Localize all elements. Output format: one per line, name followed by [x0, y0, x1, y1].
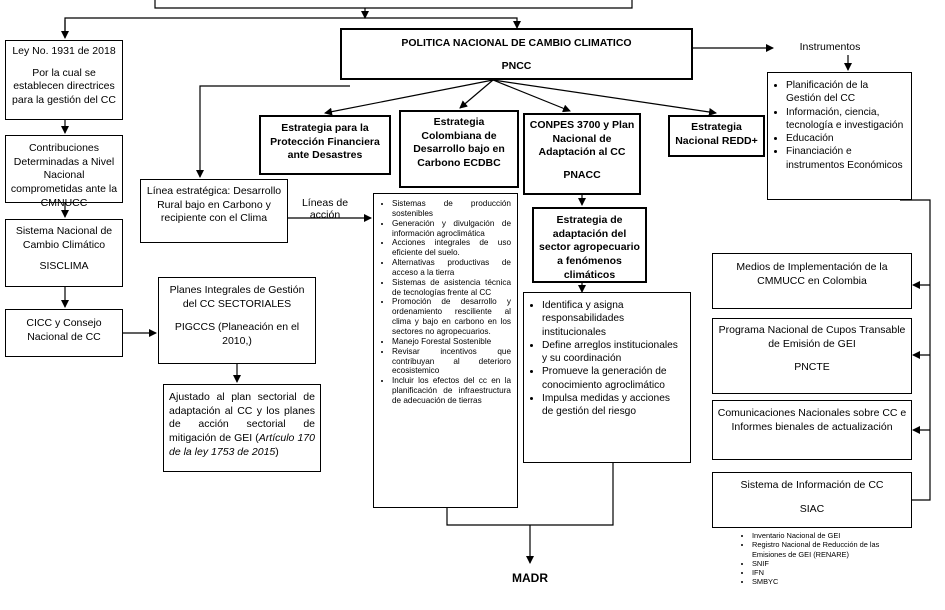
instrumentos-item: • Planificación de la Gestión del CC [786, 79, 905, 106]
redd-text: Estrategia Nacional REDD+ [675, 121, 758, 147]
acciones-list [378, 199, 511, 406]
pncc-title: POLITICA NACIONAL DE CAMBIO CLIMATICO [401, 37, 632, 49]
siac-item: • Inventario Nacional de GEI [752, 531, 900, 540]
medios-text: Medios de Implementación de la CMMUCC en Colombia [736, 261, 888, 287]
top-frame [155, 0, 632, 8]
sisclima-title: Sistema Nacional de Cambio Climático [15, 225, 113, 251]
ecdbc-box [399, 110, 519, 188]
siac-box [712, 472, 912, 528]
siac-acronym: SIAC [799, 502, 825, 515]
pigccs-sub: PIGCCS (Planeación en el 2010,) [174, 321, 300, 347]
siac-item: • IFN [752, 568, 900, 577]
accion-item: • Generación y divulgación de información agroclimática [392, 219, 511, 239]
instrumentos-item: • Financiación e instrumentos Económicos [786, 145, 905, 172]
instrumentos-list [772, 79, 905, 172]
comunicaciones-box [712, 400, 912, 460]
accion-item: • Promoción de desarrollo y ordenamiento resciliente al clima y bajo en carbono en los sectores no agropecuarios. [392, 297, 511, 336]
sisclima-acronym: SISCLIMA [39, 260, 89, 273]
programa-title: Programa Nacional de Cupos Transable de Emisión de GEI [718, 324, 906, 350]
accion-item: • Incluir los efectos del cc en la planificación de infraestructura de adecuación de tierras [392, 376, 511, 406]
pncc-acronym: PNCC [501, 59, 532, 72]
cicc-text: CICC y Consejo Nacional de CC [26, 317, 102, 343]
madr-label: MADR [512, 571, 548, 585]
adaptacion-list [528, 299, 684, 418]
siac-item: • SNIF [752, 559, 900, 568]
instrumentos-item: • Educación [786, 132, 905, 145]
instrumentos-item: • Información, ciencia, tecnología e investigación [786, 106, 905, 133]
ajustado-text: Ajustado al plan sectorial de adaptación al CC y los planes de acción sectorial de mitigación de GEI ( [169, 391, 315, 444]
ajustado-close: ) [275, 445, 279, 458]
acciones-box [373, 193, 518, 508]
pncc-box [340, 28, 693, 80]
pigccs-title: Planes Integrales de Gestión del CC SECTORIALES [169, 284, 305, 310]
redd-box [668, 115, 765, 157]
accion-item: • Acciones integrales de uso eficiente del suelo. [392, 238, 511, 258]
conpes-acronym: PNACC [563, 168, 601, 181]
pigccs-box [158, 277, 316, 364]
linea-text: Línea estratégica: Desarrollo Rural bajo en Carbono y recipiente con el Clima [146, 185, 282, 225]
programa-acronym: PNCTE [794, 361, 830, 374]
adaptacion-item: • Impulsa medidas y acciones de gestión del riesgo [542, 392, 684, 419]
proteccion-text: Estrategia para la Protección Financiera ante Desastres [270, 122, 380, 162]
medios-box [712, 253, 912, 309]
sisclima-box [5, 219, 123, 287]
ley-desc: Por la cual se establecen directrices para la gestión del CC [12, 66, 116, 106]
proteccion-box [259, 115, 391, 175]
accion-item: • Alternativas productivas de acceso a la tierra [392, 258, 511, 278]
ley-title: Ley No. 1931 de 2018 [12, 45, 116, 57]
adaptacion-title: Estrategia de adaptación del sector agropecuario a fenómenos climáticos [539, 214, 640, 281]
ley-box [5, 40, 123, 120]
lineas-accion-label: Líneas de acción [301, 197, 349, 221]
accion-item: • Sistemas de asistencia técnica de tecnologías frente al CC [392, 278, 511, 298]
linea-box [140, 179, 288, 243]
siac-items [740, 531, 900, 587]
accion-item: • Manejo Forestal Sostenible [392, 337, 511, 347]
contribuciones-box [5, 135, 123, 209]
adaptacion-title-box [532, 207, 647, 283]
conpes-box [523, 113, 641, 195]
ajustado-cite: Artículo 170 de la ley 1753 de 2015 [169, 431, 315, 458]
adaptacion-item: • Promueve la generación de conocimiento agroclimático [542, 365, 684, 392]
siac-item: • Registro Nacional de Reducción de las Emisiones de GEI (RENARE) [752, 540, 900, 559]
ecdbc-text: Estrategia Colombiana de Desarrollo bajo en Carbono ECDBC [413, 116, 505, 169]
programa-box [712, 318, 912, 394]
comunicaciones-text: Comunicaciones Nacionales sobre CC e Informes bienales de actualización [717, 407, 907, 433]
contribuciones-text: Contribuciones Determinadas a Nivel Nacional comprometidas ante la CMNUCC [10, 142, 118, 209]
siac-title: Sistema de Información de CC [740, 479, 884, 491]
instrumentos-box [767, 72, 912, 200]
ajustado-box [163, 384, 321, 472]
adaptacion-item: • Identifica y asigna responsabilidades institucionales [542, 299, 684, 339]
adaptacion-box [523, 292, 691, 463]
instrumentos-label: Instrumentos [799, 41, 861, 53]
siac-item: • SMBYC [752, 577, 900, 586]
cicc-box [5, 309, 123, 357]
adaptacion-item: • Define arreglos institucionales y su coordinación [542, 339, 684, 366]
conpes-title: CONPES 3700 y Plan Nacional de Adaptación al CC [529, 119, 635, 159]
accion-item: • Revisar incentivos que contribuyan al deterioro ecosistemico [392, 347, 511, 377]
accion-item: • Sistemas de producción sostenibles [392, 199, 511, 219]
